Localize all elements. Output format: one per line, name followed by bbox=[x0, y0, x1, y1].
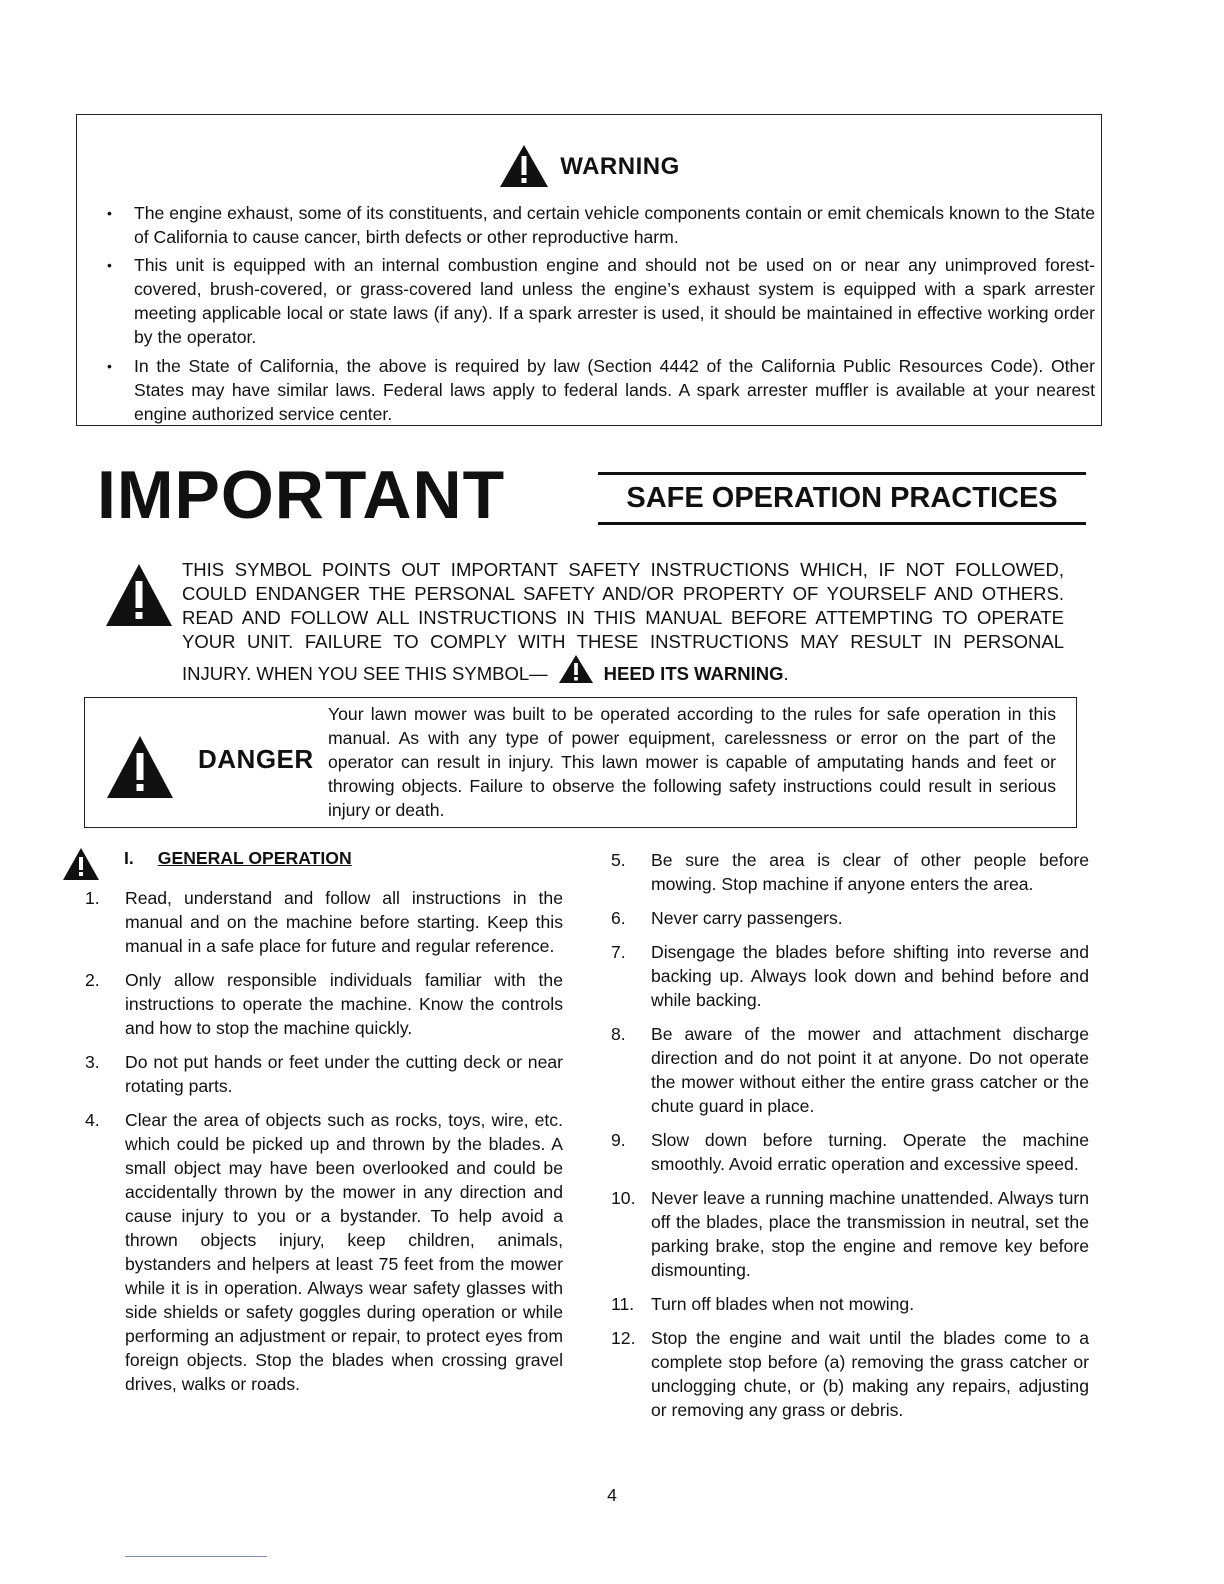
danger-box bbox=[84, 697, 1077, 828]
item-text: Turn off blades when not mowing. bbox=[651, 1294, 915, 1314]
list-item bbox=[85, 1050, 563, 1098]
item-number: 8. bbox=[611, 1024, 626, 1044]
item-number: 6. bbox=[611, 908, 626, 928]
item-text: Never leave a running machine unattended. Always turn off the blades, place the transmission in neutral, set the parking brake, stop the engine and remove key before dismounting. bbox=[651, 1188, 1089, 1280]
footer-rule bbox=[125, 1556, 267, 1557]
list-item bbox=[85, 1108, 563, 1396]
section-alert-icon bbox=[62, 847, 100, 881]
left-column bbox=[85, 886, 563, 1406]
item-number: 10. bbox=[611, 1188, 636, 1208]
list-item bbox=[611, 848, 1089, 896]
item-number: 12. bbox=[611, 1328, 636, 1348]
safety-alert-icon bbox=[104, 562, 174, 628]
warning-box bbox=[76, 114, 1102, 426]
item-number: 7. bbox=[611, 942, 626, 962]
symbol-notice bbox=[182, 558, 1064, 690]
item-text: Do not put hands or feet under the cutting deck or near rotating parts. bbox=[125, 1052, 563, 1096]
list-item bbox=[611, 1128, 1089, 1176]
warning-item: • The engine exhaust, some of its constituents, and certain vehicle components contain or emit chemicals known to the State of California to cause cancer, birth defects or other reproductive harm. bbox=[105, 201, 1095, 249]
danger-text: Your lawn mower was built to be operated according to the rules for safe operation in this manual. As with any type of power equipment, carelessness or error on the part of the operator can result in injury. This lawn mower is capable of amputating hands and feet or throwing objects. Failure to observe the following safety instructions could result in serious injury or death. bbox=[328, 704, 1056, 820]
list-item bbox=[85, 968, 563, 1040]
page-number: 4 bbox=[607, 1485, 617, 1505]
item-text: Clear the area of objects such as rocks, toys, wire, etc. which could be picked up and thrown by the blades. A small object may have been overlooked and could be accidentally thrown by the mower in any direction and cause injury to you or a bystander. To help avoid a thrown objects injury, keep children, animals, bystanders and helpers at least 75 feet from the mower while it is in operation. Always wear safety glasses with side shields or safety goggles during operation or while performing an adjustment or repair, to protect eyes from foreign objects. Stop the blades when crossing gravel drives, walks or roads. bbox=[125, 1110, 563, 1394]
symbol-notice-text: THIS SYMBOL POINTS OUT IMPORTANT SAFETY INSTRUCTIONS WHICH, IF NOT FOLLOWED, COULD ENDANGER THE PERSONAL SAFETY AND/OR PROPERTY OF YOURSELF AND OTHERS. READ AND FOLLOW ALL INSTRUCTIONS IN THIS MANUAL BEFORE ATTEMPTING TO OPERATE YOUR UNIT. FAILURE TO COMPLY WITH THESE INSTRUCTIONS MAY RESULT IN PERSONAL INJURY. WHEN YOU SEE THIS SYMBOL— bbox=[182, 559, 1064, 684]
section-heading-text: GENERAL OPERATION bbox=[157, 848, 352, 868]
list-item bbox=[611, 1186, 1089, 1282]
item-number: 9. bbox=[611, 1130, 626, 1150]
item-text: Slow down before turning. Operate the machine smoothly. Avoid erratic operation and excessive speed. bbox=[651, 1130, 1089, 1174]
list-item bbox=[611, 1292, 1089, 1316]
section-title: SAFE OPERATION PRACTICES bbox=[598, 472, 1086, 525]
warning-title: WARNING bbox=[560, 153, 680, 180]
item-text: Stop the engine and wait until the blades come to a complete stop before (a) removing the grass catcher or unclogging chute, or (b) making any repairs, adjusting or removing any grass or debris. bbox=[651, 1328, 1089, 1420]
item-number: 3. bbox=[85, 1052, 100, 1072]
item-number: 4. bbox=[85, 1110, 100, 1130]
general-operation-heading bbox=[124, 848, 352, 869]
warning-list bbox=[105, 201, 1095, 430]
list-item bbox=[611, 906, 1089, 930]
list-item bbox=[611, 1022, 1089, 1118]
danger-label: DANGER bbox=[198, 744, 314, 774]
danger-triangle-icon bbox=[105, 734, 175, 800]
warning-item: • In the State of California, the above is required by law (Section 4442 of the California Public Resources Code). Other States may have similar laws. Federal laws apply to federal lands. A spark arrester muffler is available at your nearest engine authorized service center. bbox=[105, 354, 1095, 426]
item-number: 1. bbox=[85, 888, 100, 908]
item-text: Never carry passengers. bbox=[651, 908, 843, 928]
item-text: Only allow responsible individuals familiar with the instructions to operate the machine. Know the controls and how to stop the machine quickly. bbox=[125, 970, 563, 1038]
item-number: 5. bbox=[611, 850, 626, 870]
list-item bbox=[611, 940, 1089, 1012]
warning-triangle-icon bbox=[498, 143, 550, 189]
section-numeral: I. bbox=[124, 848, 134, 868]
right-column bbox=[611, 848, 1089, 1432]
item-text: Be aware of the mower and attachment discharge direction and do not point it at anyone. Do not operate the mower without either the entire grass catcher or the chute guard in place. bbox=[651, 1024, 1089, 1116]
period: . bbox=[783, 663, 789, 684]
important-title: IMPORTANT bbox=[97, 457, 506, 533]
inline-alert-icon bbox=[558, 654, 594, 690]
item-text: Be sure the area is clear of other people before mowing. Stop machine if anyone enters the area. bbox=[651, 850, 1089, 894]
list-item bbox=[611, 1326, 1089, 1422]
item-text: Disengage the blades before shifting into reverse and backing up. Always look down and behind before and while backing. bbox=[651, 942, 1089, 1010]
item-number: 11. bbox=[611, 1294, 635, 1314]
warning-header bbox=[77, 145, 1101, 189]
list-item bbox=[85, 886, 563, 958]
heed-warning: HEED ITS WARNING bbox=[603, 663, 784, 684]
warning-item: • This unit is equipped with an internal combustion engine and should not be used on or near any unimproved forest-covered, brush-covered, or grass-covered land unless the engine’s exhaust system is equipped with a spark arrester meeting applicable local or state laws (if any). If a spark arrester is used, it should be maintained in effective working order by the operator. bbox=[105, 253, 1095, 349]
item-text: Read, understand and follow all instructions in the manual and on the machine before starting. Keep this manual in a safe place for future and regular reference. bbox=[125, 888, 563, 956]
item-number: 2. bbox=[85, 970, 100, 990]
